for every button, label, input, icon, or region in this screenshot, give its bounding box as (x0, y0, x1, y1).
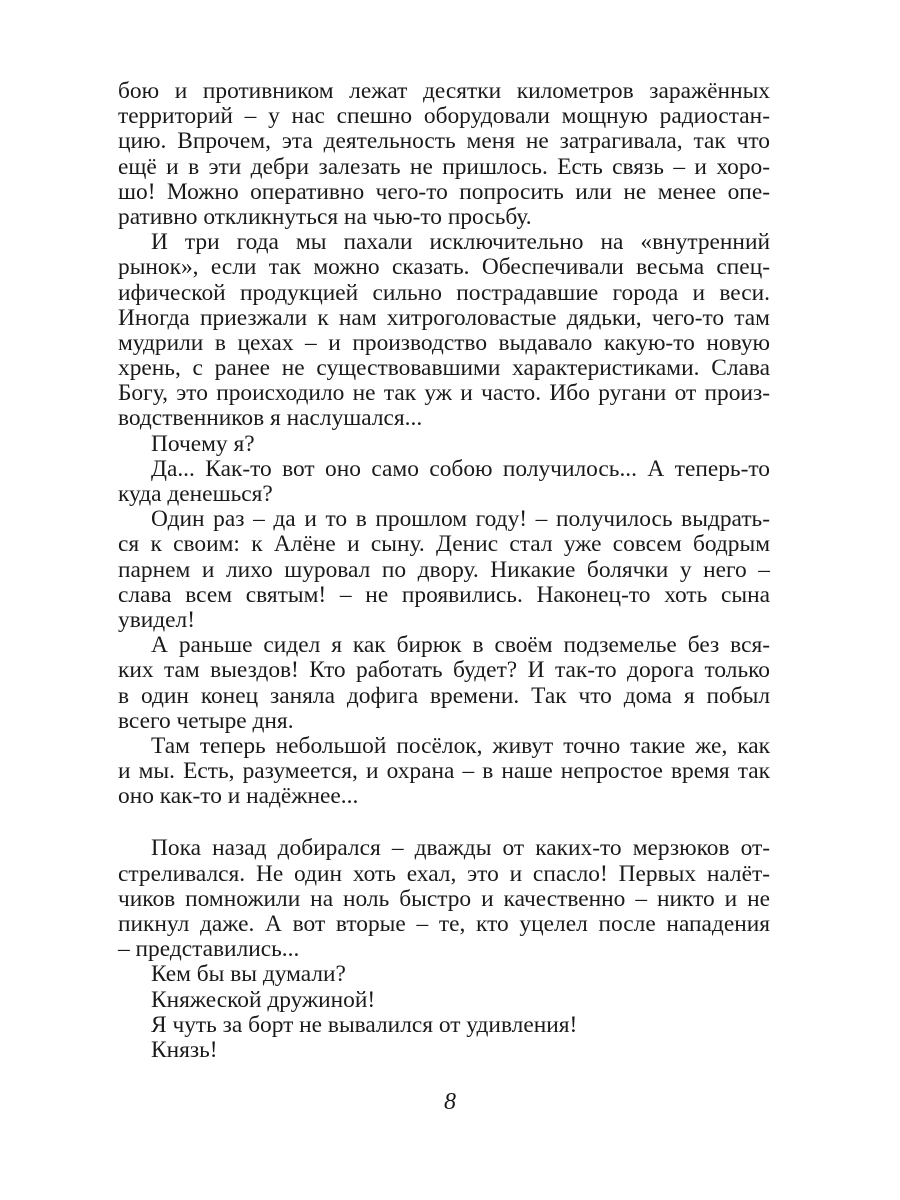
text-line: слава всем святым! – не проявились. Наконец-то хоть сына (118, 581, 770, 608)
text-line: – представились... (118, 936, 300, 963)
text-line: Княжеской дружиной! (151, 986, 376, 1013)
text-line: цию. Впрочем, эта деятельность меня не затрагивала, так что (118, 128, 770, 155)
paragraph (118, 962, 770, 987)
paragraph (118, 1038, 770, 1063)
paragraph (118, 507, 770, 633)
text-line: шо! Можно оперативно чего-то попросить или не менее опе- (118, 178, 770, 205)
text-line: и мы. Есть, разумеется, и охрана – в наше непростое время так (118, 758, 770, 785)
text-line: ся к своим: к Алёне и сыну. Денис стал уже совсем бодрым (118, 531, 770, 558)
paragraph (118, 432, 770, 457)
text-line: хрень, с ранее не существовавшими характеристиками. Слава (118, 355, 770, 382)
text-line: Богу, это происходило не так уж и часто. Ибо ругани от произ- (118, 380, 770, 407)
text-line: ифической продукцией сильно пострадавшие города и веси. (118, 279, 770, 306)
paragraph (118, 734, 770, 810)
text-line: парнем и лихо шуровал по двору. Никакие болячки у него – (118, 556, 770, 583)
text-line: Там теперь небольшой посёлок, живут точно такие же, как (151, 732, 770, 759)
text-line: Князь! (151, 1036, 218, 1063)
text-line: Да... Как-то вот оно само собою получилось... А теперь-то (151, 455, 770, 482)
section-break (118, 809, 770, 836)
text-line: мудрили в цехах – и производство выдавало какую-то новую (118, 329, 770, 356)
paragraph (118, 79, 770, 230)
text-line: Я чуть за борт не вывалился от удивления! (151, 1011, 578, 1038)
text-line: А раньше сидел я как бирюк в своём подземелье без вся- (151, 632, 770, 659)
text-line: Почему я? (151, 430, 255, 457)
paragraph (118, 457, 770, 507)
paragraph (118, 633, 770, 734)
paragraph (118, 988, 770, 1013)
text-line: оно как-то и надёжнее... (118, 783, 359, 810)
text-line: Кем бы вы думали? (151, 961, 346, 988)
paragraph (118, 230, 770, 432)
page-body (118, 79, 770, 1063)
text-line: увидел! (118, 606, 196, 633)
text-line: в один конец заняла дофига времени. Так что дома я побыл (118, 682, 770, 709)
text-line: Иногда приезжали к нам хитроголовастые дядьки, чего-то там (118, 304, 770, 331)
text-line: куда денешься? (118, 481, 273, 507)
page-number: 8 (444, 1089, 456, 1115)
text-line: ративно откликнуться на чью-то просьбу. (118, 203, 532, 230)
text-line: Один раз – да и то в прошлом году! – получилось выдрать- (151, 506, 770, 533)
text-line: пикнул даже. А вот вторые – те, кто уцелел после нападения (118, 911, 770, 937)
text-line: бою и противником лежат десятки километров заражённых (118, 78, 770, 104)
text-line: чиков помножили на ноль быстро и качественно – никто и не (118, 885, 770, 912)
text-line: ких там выездов! Кто работать будет? И так-то дорога только (118, 657, 770, 684)
text-line: Пока назад добирался – дважды от каких-то мерзюков от- (151, 835, 770, 862)
text-line: стреливался. Не один хоть ехал, это и спасло! Первых налёт- (118, 860, 770, 887)
text-line: водственников я наслушался... (118, 405, 423, 432)
paragraph (118, 1013, 770, 1038)
text-line: И три года мы пахали исключительно на «внутренний (151, 229, 770, 256)
text-line: рынок», если так можно сказать. Обеспечивали весьма спец- (118, 254, 770, 281)
text-line: ещё и в эти дебри залезать не пришлось. Есть связь – и хоро- (118, 153, 770, 180)
paragraph (118, 836, 770, 962)
text-line: территорий – у нас спешно оборудовали мощную радиостан- (118, 103, 770, 130)
text-line: всего четыре дня. (118, 707, 294, 734)
